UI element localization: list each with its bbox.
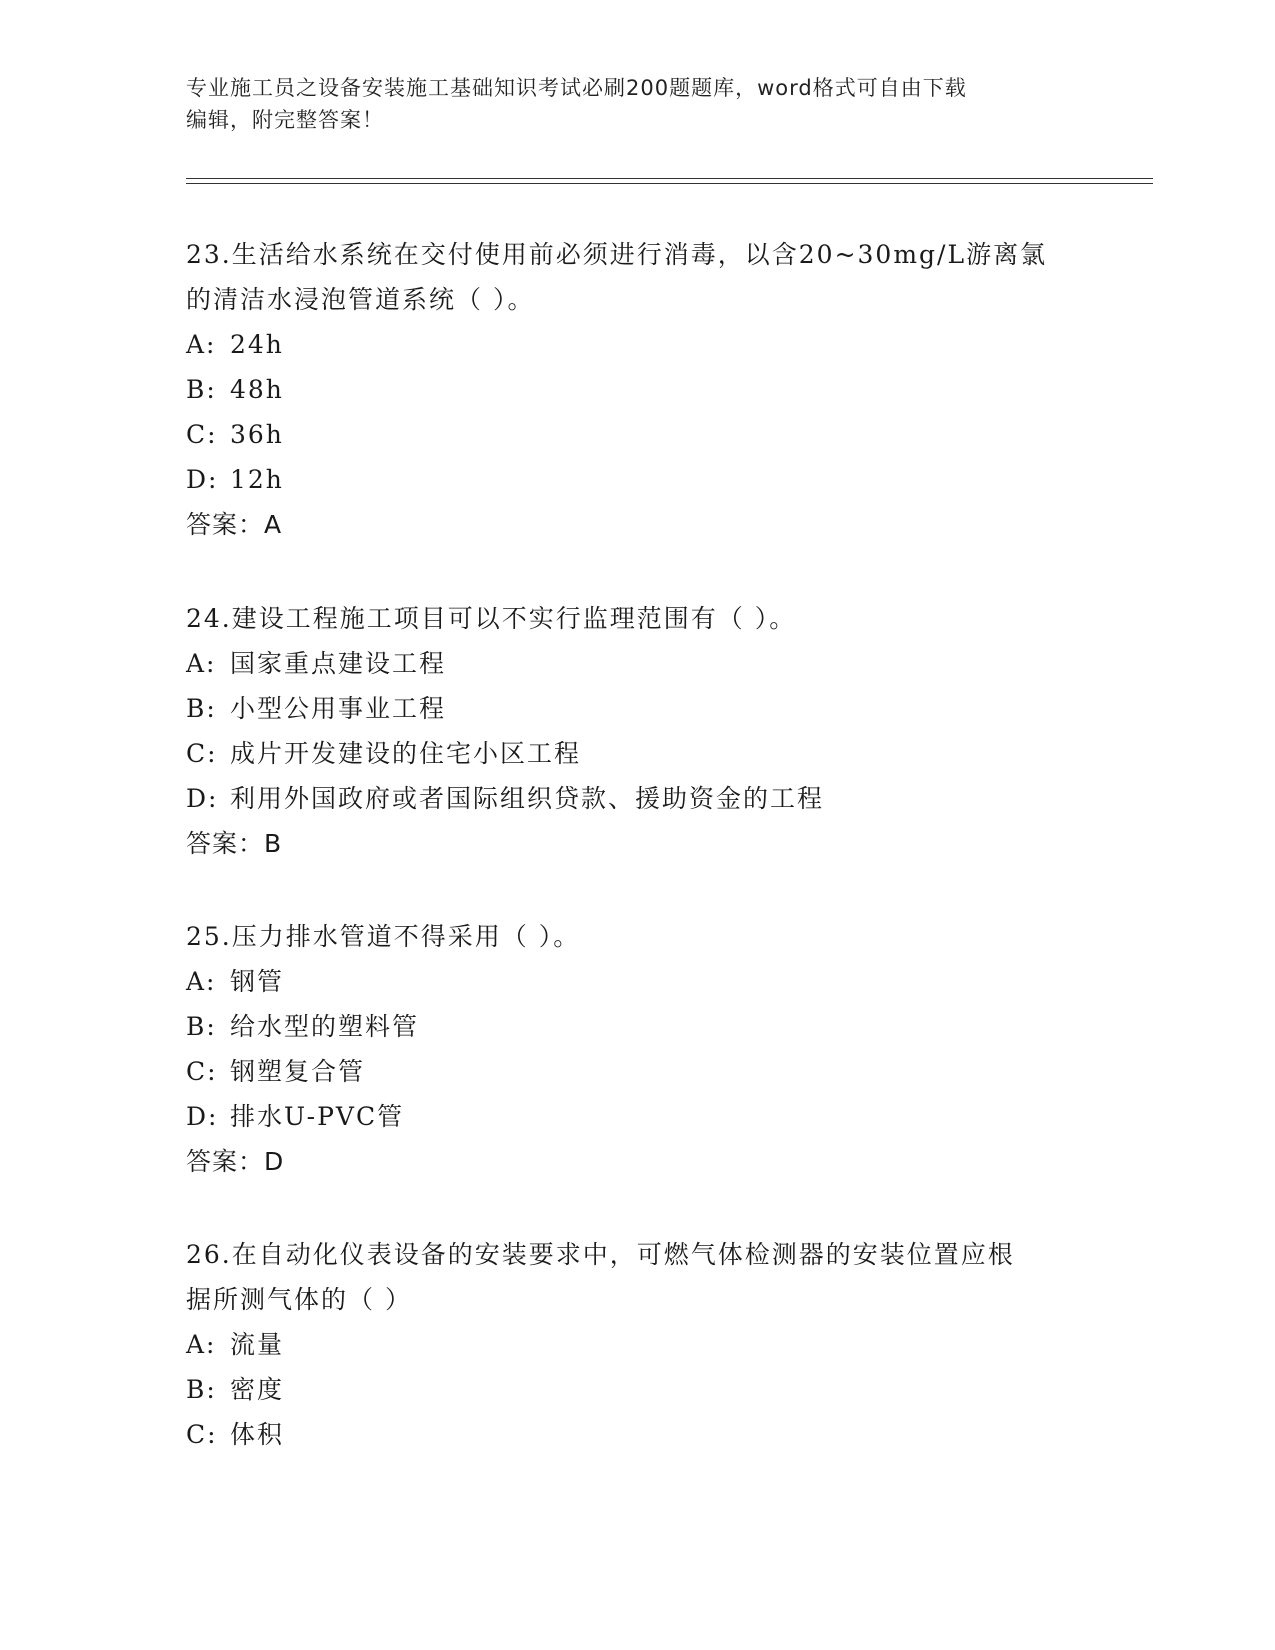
answer-line: 答案：A <box>186 510 283 539</box>
option-a <box>186 1322 1086 1367</box>
question-stem-line-2: 据所测气体的（ ） <box>186 1285 412 1314</box>
option-text: 成片开发建设的住宅小区工程 <box>230 739 582 768</box>
option-letter: A: <box>186 1330 217 1359</box>
option-c <box>186 412 1086 457</box>
option-letter: D: <box>186 465 219 494</box>
option-text: 排水U-PVC管 <box>230 1102 405 1131</box>
option-letter: B: <box>186 1375 217 1404</box>
option-c <box>186 1049 1086 1094</box>
question-25 <box>186 914 1086 1185</box>
question-stem-line-1: 24.建设工程施工项目可以不实行监理范围有（ ）。 <box>186 604 797 633</box>
option-text: 密度 <box>230 1375 285 1404</box>
option-d <box>186 1094 1086 1139</box>
option-letter: A: <box>186 967 217 996</box>
header-divider-top <box>186 178 1153 179</box>
option-letter: B: <box>186 375 217 404</box>
option-text: 钢塑复合管 <box>230 1057 366 1086</box>
option-a <box>186 959 1086 1004</box>
option-letter: D: <box>186 1102 219 1131</box>
option-text: 流量 <box>230 1330 285 1359</box>
option-c <box>186 1412 1086 1457</box>
option-letter: B: <box>186 1012 217 1041</box>
option-text: 12h <box>230 465 284 494</box>
option-d <box>186 776 1086 821</box>
question-23 <box>186 232 1086 548</box>
option-letter: A: <box>186 330 217 359</box>
option-text: 48h <box>230 375 284 404</box>
option-letter: C: <box>186 420 218 449</box>
option-text: 利用外国政府或者国际组织贷款、援助资金的工程 <box>230 784 825 813</box>
option-a <box>186 641 1086 686</box>
option-letter: A: <box>186 649 217 678</box>
option-text: 给水型的塑料管 <box>230 1012 420 1041</box>
option-text: 国家重点建设工程 <box>230 649 447 678</box>
option-c <box>186 731 1086 776</box>
option-text: 钢管 <box>230 967 285 996</box>
document-header <box>186 72 1066 136</box>
option-d <box>186 457 1086 502</box>
option-b <box>186 367 1086 412</box>
option-a <box>186 322 1086 367</box>
option-text: 小型公用事业工程 <box>230 694 447 723</box>
answer-line: 答案：D <box>186 1147 285 1176</box>
question-stem-line-1: 23.生活给水系统在交付使用前必须进行消毒，以含20~30mg/L游离氯 <box>186 240 1048 269</box>
question-24 <box>186 596 1086 867</box>
option-b <box>186 1367 1086 1412</box>
option-text: 24h <box>230 330 284 359</box>
question-26 <box>186 1232 1086 1457</box>
option-letter: C: <box>186 739 218 768</box>
option-letter: D: <box>186 784 219 813</box>
question-stem-line-1: 26.在自动化仪表设备的安装要求中，可燃气体检测器的安装位置应根 <box>186 1240 1015 1269</box>
option-letter: C: <box>186 1057 218 1086</box>
question-stem-line-1: 25.压力排水管道不得采用（ ）。 <box>186 922 581 951</box>
option-b <box>186 1004 1086 1049</box>
header-divider-bottom <box>186 183 1153 184</box>
header-line-2: 编辑，附完整答案！ <box>186 108 384 132</box>
option-b <box>186 686 1086 731</box>
option-text: 36h <box>230 420 284 449</box>
answer-line: 答案：B <box>186 829 283 858</box>
header-line-1: 专业施工员之设备安装施工基础知识考试必刷200题题库，word格式可自由下载 <box>186 76 967 100</box>
option-letter: B: <box>186 694 217 723</box>
option-text: 体积 <box>230 1420 285 1449</box>
option-letter: C: <box>186 1420 218 1449</box>
question-stem-line-2: 的清洁水浸泡管道系统（ ）。 <box>186 285 535 314</box>
